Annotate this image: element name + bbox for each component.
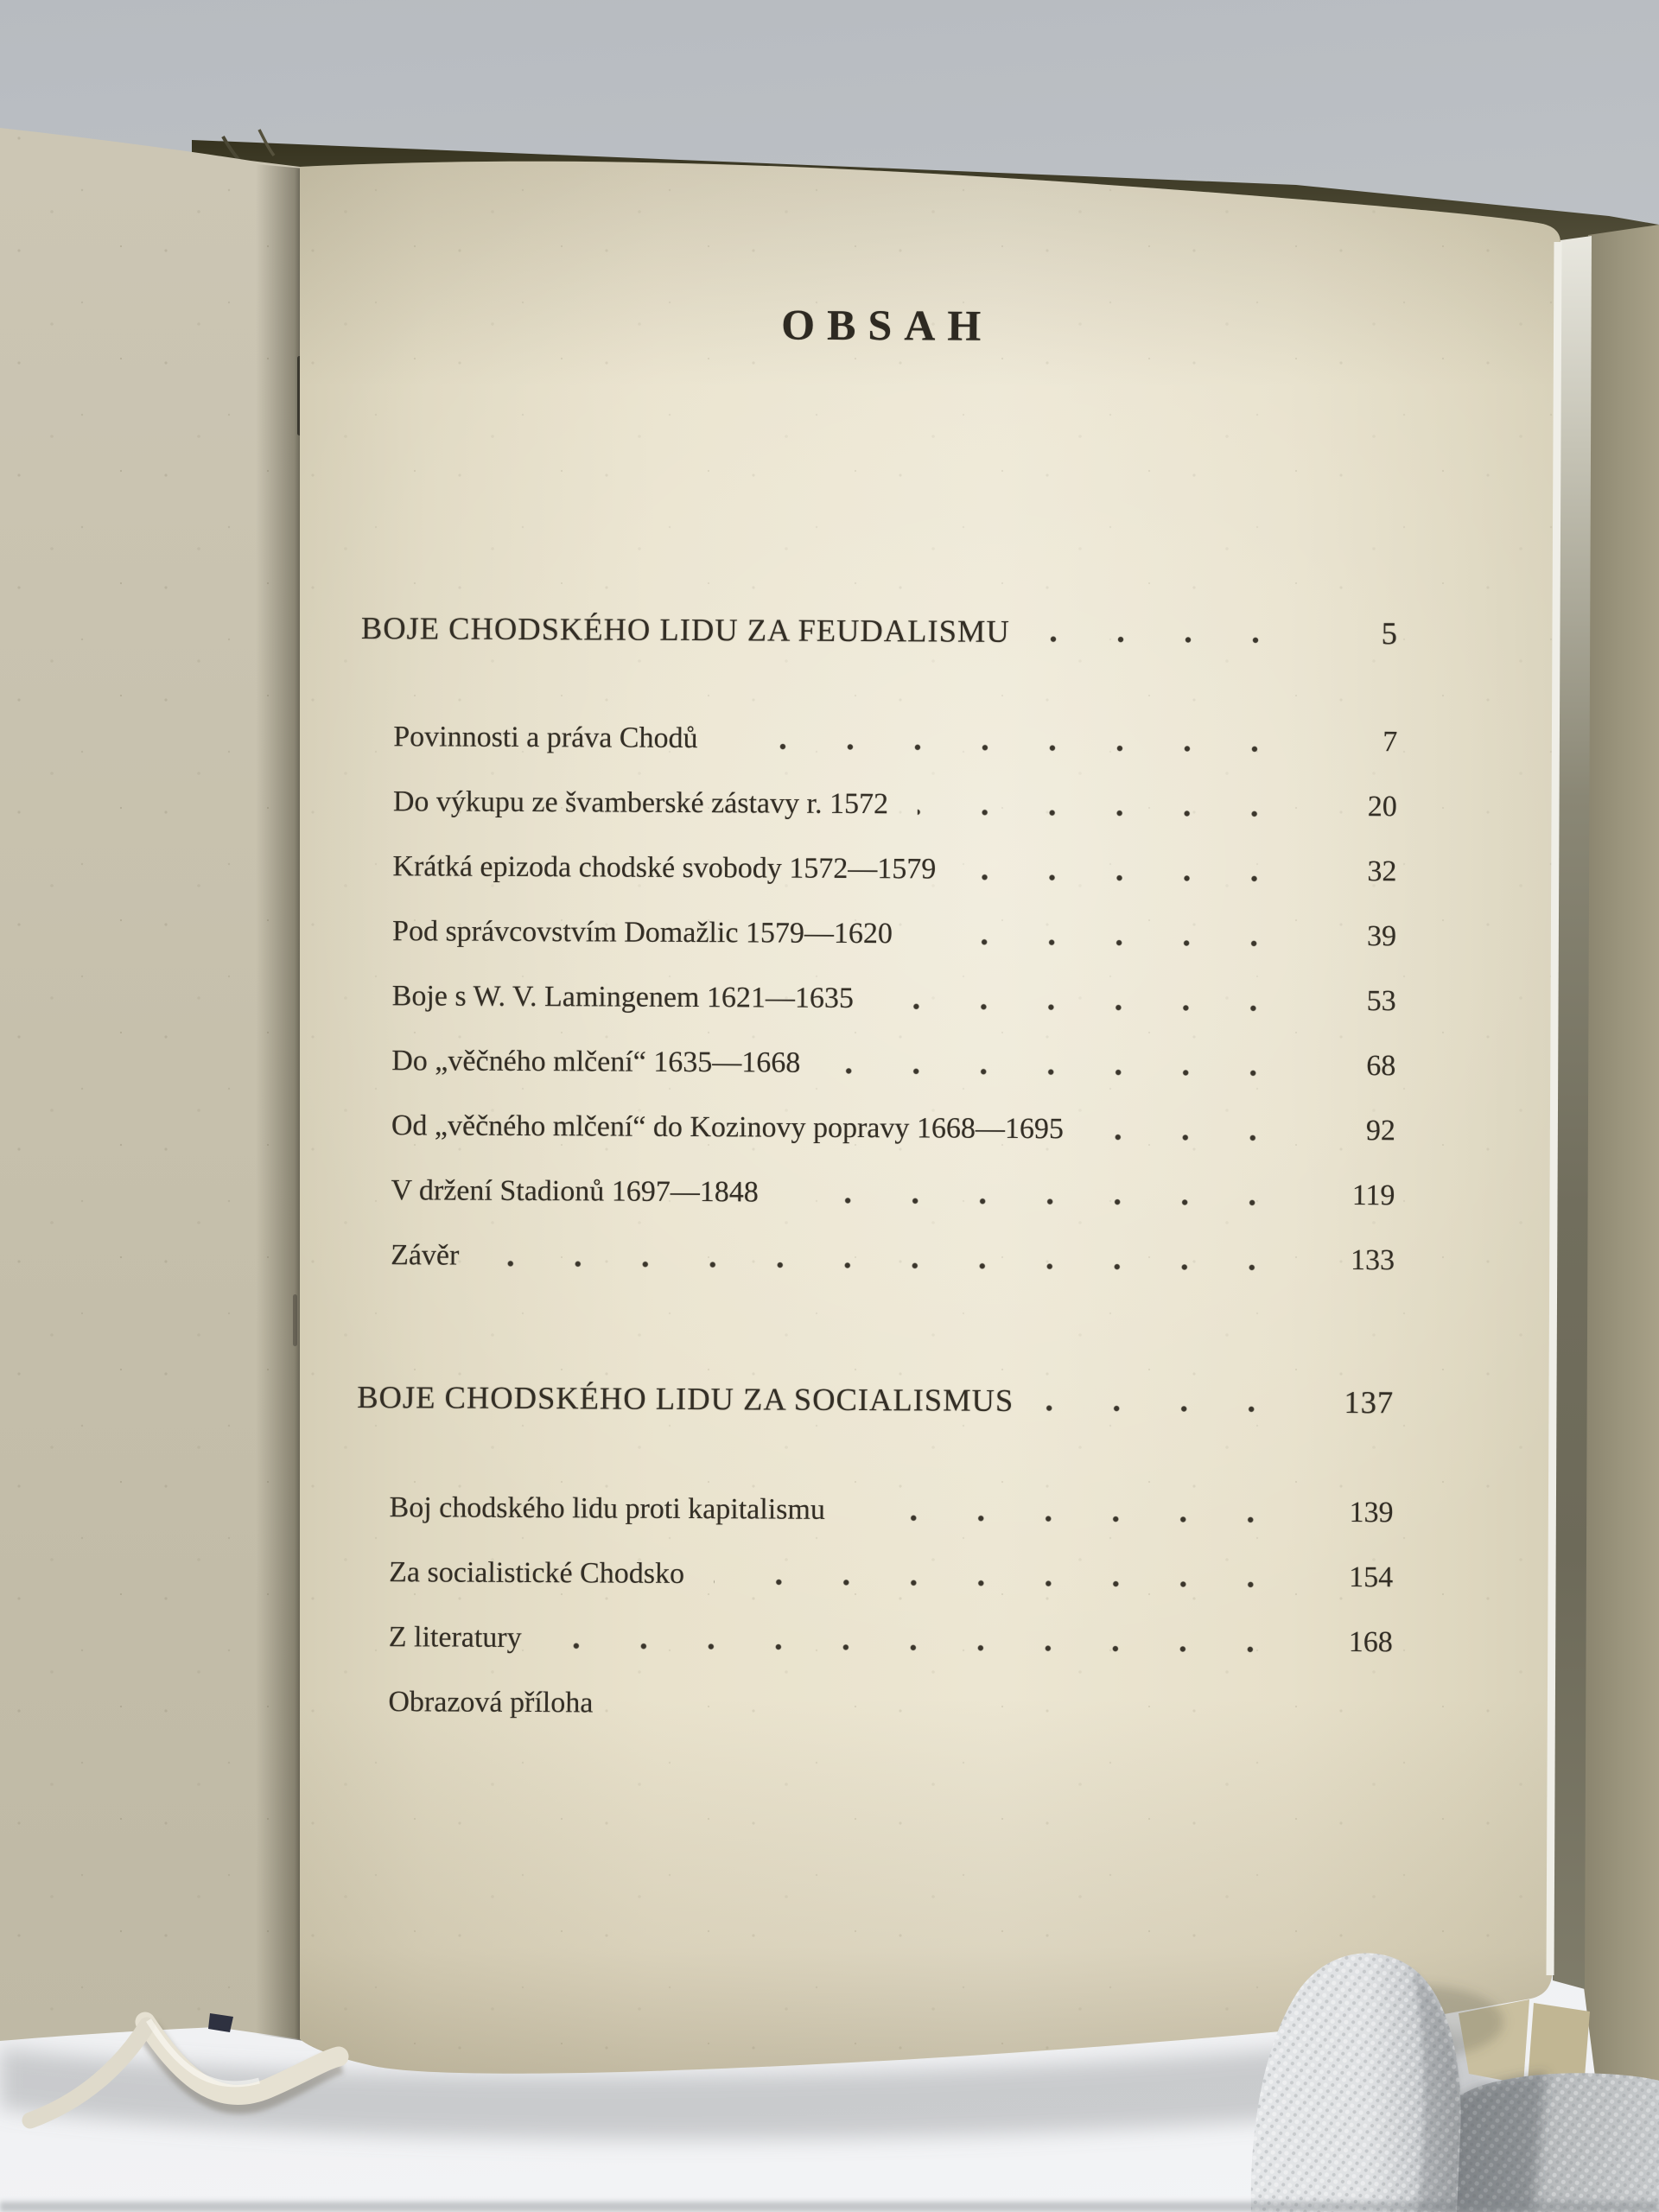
toc-entry-label: V držení Stadionů 1697—1848: [391, 1174, 759, 1209]
toc-entry-label: Boj chodského lidu proti kapitalismu: [389, 1491, 825, 1526]
toc-entry-label: BOJE CHODSKÉHO LIDU ZA FEUDALISMU: [360, 609, 1010, 649]
gutter-shadow: [256, 164, 304, 2041]
toc-page-number: 5: [1381, 615, 1399, 652]
toc-entry-label: Do výkupu ze švamberské zástavy r. 1572: [392, 785, 889, 821]
toc-dot-leader: [965, 874, 1287, 882]
toc-row: [361, 607, 1398, 655]
toc-row: [389, 1551, 1393, 1599]
toc-row: [391, 1169, 1395, 1217]
toc-row: [391, 1234, 1395, 1282]
toc-page-number: 7: [1382, 726, 1398, 759]
left-page-speckle: [0, 128, 300, 2041]
toc-dot-leader: [855, 1515, 1285, 1523]
gutter-stitch: [293, 1294, 297, 1346]
toc-dot-leader: [830, 1068, 1287, 1077]
toc-dot-leader: [1043, 1405, 1285, 1412]
toc-row: [391, 1104, 1395, 1153]
toc-row: [393, 715, 1397, 764]
toc-entry-label: Do „věčného mlčení“ 1635—1668: [391, 1045, 801, 1079]
toc-dot-leader: [1039, 636, 1289, 644]
toc-row: [392, 975, 1396, 1023]
toc-dot-leader: [922, 938, 1287, 946]
toc-entry-label: Povinnosti a práva Chodů: [393, 721, 698, 755]
toc-page-number: 92: [1365, 1115, 1395, 1147]
toc-row: [389, 1616, 1393, 1664]
toc-page-number: 168: [1348, 1625, 1393, 1659]
toc-entry-label: BOJE CHODSKÉHO LIDU ZA SOCIALISMUS: [357, 1378, 1014, 1418]
table-edge-shadow: [0, 2202, 1659, 2212]
toc-row: [393, 780, 1397, 829]
toc-dot-leader: [727, 743, 1288, 752]
toc-page-number: 154: [1349, 1560, 1394, 1594]
book-cover-right: [1584, 225, 1659, 2091]
toc-dot-leader: [788, 1198, 1287, 1206]
toc-page-number: 139: [1349, 1496, 1394, 1529]
toc-page-number: 137: [1344, 1383, 1395, 1421]
toc-entry-label: Za socialistické Chodsko: [389, 1556, 685, 1590]
toc-entry-label: Boje s W. V. Lamingenem 1621—1635: [391, 980, 855, 1014]
toc-page-number: 20: [1367, 791, 1397, 823]
toc-page-content: [355, 285, 1400, 1777]
toc-dot-leader: [918, 809, 1288, 817]
toc-row: [357, 1376, 1394, 1424]
toc-page-number: 119: [1351, 1179, 1395, 1212]
toc-entry-label: Obrazová příloha: [388, 1686, 594, 1719]
toc-page-number: 32: [1367, 855, 1397, 888]
toc-entry-label: Z literatury: [388, 1621, 522, 1654]
toc-page-number: 53: [1366, 985, 1396, 1018]
toc-row: [392, 910, 1396, 958]
toc-entry-label: Pod správcovstvím Domažlic 1579—1620: [391, 915, 893, 950]
toc-page-number: 39: [1366, 920, 1397, 953]
toc-entry-label: Od „věčného mlčení“ do Kozinovy popravy 1668—1695: [391, 1109, 1065, 1146]
toc-entry-label: Závěr: [391, 1239, 460, 1272]
toc-row: [389, 1486, 1393, 1535]
toc-row: [388, 1681, 1392, 1729]
toc-dot-leader: [488, 1261, 1286, 1271]
toc-dot-leader: [714, 1579, 1284, 1587]
toc-entry-label: Krátká epizoda chodské svobody 1572—1579: [392, 850, 937, 886]
toc-dot-leader: [883, 1003, 1287, 1011]
toc-dot-leader: [551, 1643, 1284, 1652]
toc-row: [392, 845, 1396, 893]
toc-page-number: 68: [1366, 1050, 1396, 1083]
toc-dot-leader: [1093, 1134, 1287, 1141]
toc-page-number: 133: [1351, 1244, 1395, 1277]
toc-row: [391, 1039, 1395, 1088]
page-title: OBSAH: [781, 300, 994, 350]
